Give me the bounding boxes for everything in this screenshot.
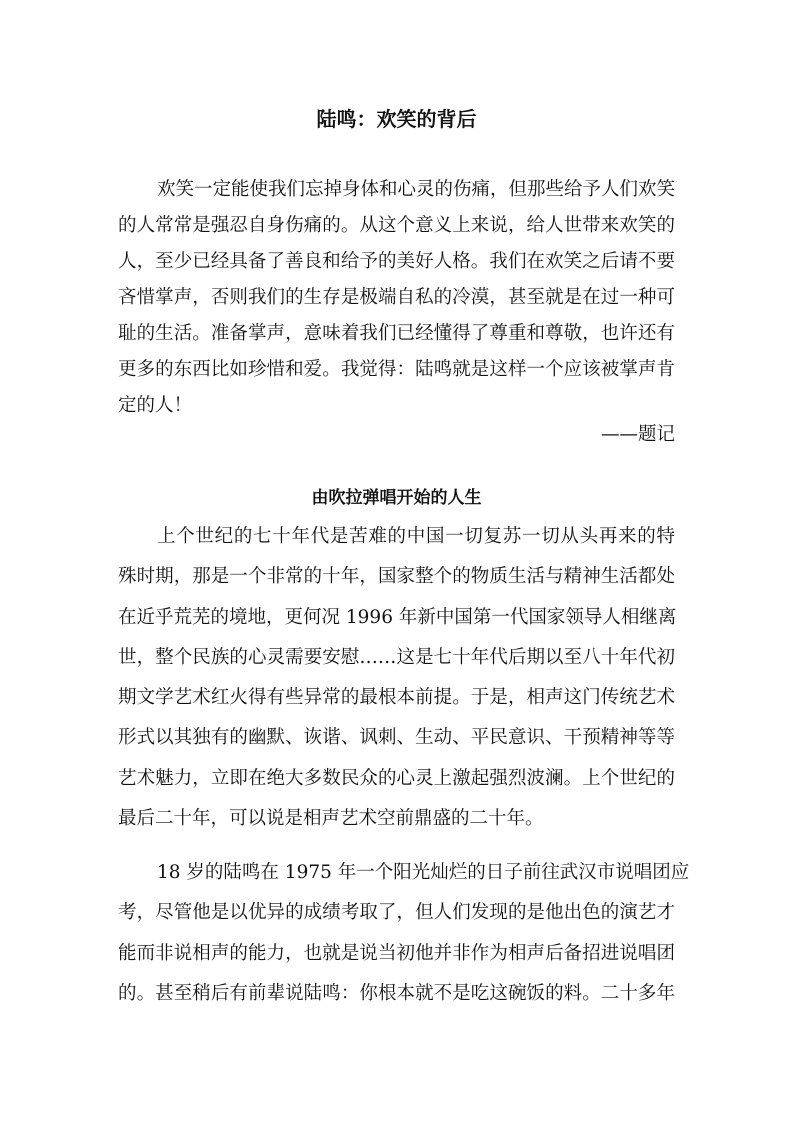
page-title: 陆鸣：欢笑的背后 bbox=[316, 107, 477, 131]
paragraph-1 bbox=[118, 517, 675, 839]
paragraph-line: 最后二十年，可以说是相声艺术空前鼎盛的二十年。 bbox=[118, 808, 544, 830]
paragraph-line: 上个世纪的七十年代是苦难的中国一切复苏一切从头再来的特 bbox=[157, 526, 675, 547]
epigraph-line: 耻的生活。准备掌声，意味着我们已经懂得了尊重和尊敬，也许还有 bbox=[118, 323, 675, 344]
paragraph-line: 形式以其独有的幽默、诙谐、讽刺、生动、平民意识、干预精神等等 bbox=[118, 727, 675, 749]
section-heading: 由吹拉弹唱开始的人生 bbox=[311, 488, 482, 508]
paragraph-line: 考，尽管他是以优异的成绩考取了，但人们发现的是他出色的演艺才 bbox=[118, 902, 675, 924]
paragraph-line: 世，整个民族的心灵需要安慰……这是七十年代后期以至八十年代初 bbox=[118, 646, 675, 668]
paragraph-line: 18 岁的陆鸣在 1975 年一个阳光灿烂的日子前往武汉市说唱团应 bbox=[157, 862, 690, 883]
paragraph-line: 艺术魅力，立即在绝大多数民众的心灵上激起强烈波澜。上个世纪的 bbox=[118, 767, 675, 789]
paragraph-line: 的。甚至稍后有前辈说陆鸣：你根本就不是吃这碗饭的料。二十多年 bbox=[118, 982, 675, 1004]
epigraph-line: 欢笑一定能使我们忘掉身体和心灵的伤痛，但那些给予人们欢笑 bbox=[157, 179, 676, 200]
epigraph-signature: ——题记 bbox=[600, 424, 675, 445]
epigraph bbox=[118, 172, 675, 424]
epigraph-line: 人，至少已经具备了善良和给予的美好人格。我们在欢笑之后请不要 bbox=[118, 251, 675, 272]
epigraph-line: 定的人！ bbox=[118, 395, 193, 416]
paragraph-line: 在近乎荒芜的境地，更何况 1996 年新中国第一代国家领导人相继离 bbox=[118, 606, 677, 628]
epigraph-line: 吝惜掌声，否则我们的生存是极端自私的冷漠，甚至就是在过一种可 bbox=[118, 287, 675, 308]
paragraph-2 bbox=[118, 853, 690, 1014]
paragraph-line: 能而非说相声的能力，也就是说当初他并非作为相声后备招进说唱团 bbox=[118, 942, 675, 964]
paragraph-line: 殊时期，那是一个非常的十年，国家整个的物质生活与精神生活都处 bbox=[118, 566, 675, 588]
paragraph-line: 期文学艺术红火得有些异常的最根本前提。于是，相声这门传统艺术 bbox=[118, 687, 675, 709]
epigraph-line: 的人常常是强忍自身伤痛的。从这个意义上来说，给人世带来欢笑的 bbox=[118, 215, 675, 236]
epigraph-line: 更多的东西比如珍惜和爱。我觉得：陆鸣就是这样一个应该被掌声肯 bbox=[118, 359, 675, 380]
